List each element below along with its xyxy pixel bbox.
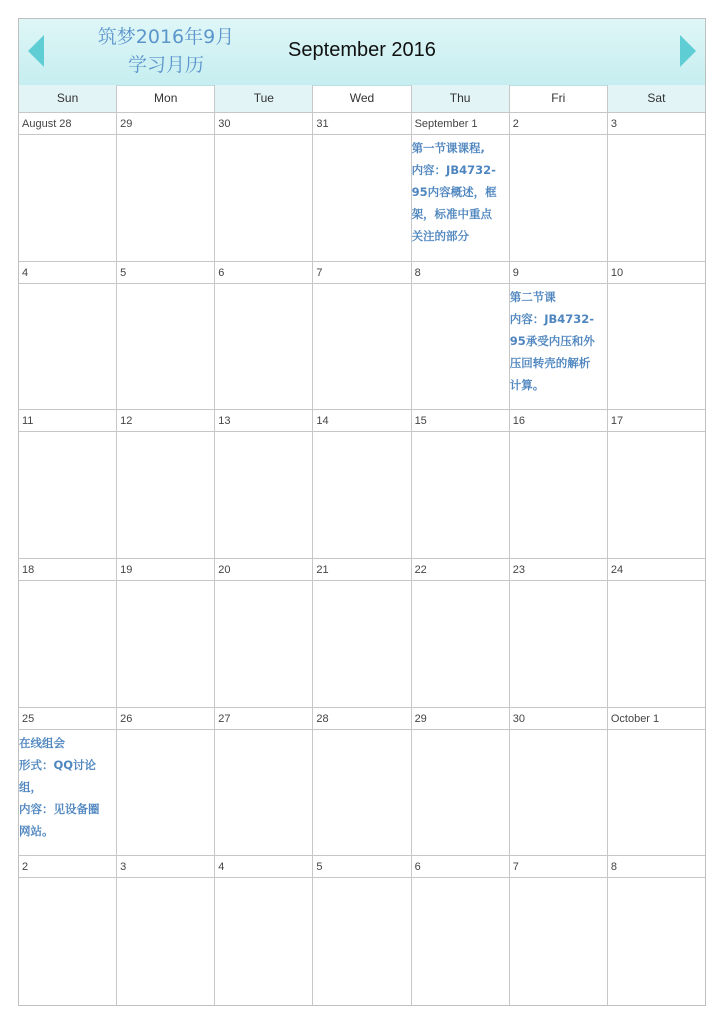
day-number: 4 — [19, 262, 116, 284]
day-number: 21 — [313, 559, 410, 581]
day-number: 25 — [19, 708, 116, 730]
event-note: 在线组会 形式：QQ讨论 组， 内容：见设备圈 网站。 — [19, 735, 100, 838]
day-cell[interactable] — [313, 856, 411, 1005]
event-note: 第二节课 内容：JB4732- 95承受内压和外 压回转壳的解析 计算。 — [509, 289, 595, 392]
dow-mon: Mon — [117, 85, 215, 112]
day-cell[interactable] — [608, 262, 705, 410]
day-cell[interactable] — [412, 262, 510, 410]
day-cell[interactable] — [313, 113, 411, 261]
day-number: 20 — [215, 559, 312, 581]
week-row — [19, 856, 705, 1005]
day-number: 27 — [215, 708, 312, 730]
day-number: 7 — [313, 262, 410, 284]
day-number: 22 — [412, 559, 509, 581]
day-number: 15 — [412, 410, 509, 432]
day-cell[interactable] — [215, 856, 313, 1005]
day-cell[interactable] — [117, 262, 215, 410]
day-cell[interactable] — [117, 410, 215, 558]
week-row — [19, 708, 705, 857]
day-number: 2 — [19, 856, 116, 878]
day-cell[interactable] — [608, 559, 705, 707]
day-number: 10 — [608, 262, 705, 284]
day-cell[interactable] — [215, 262, 313, 410]
day-number: 6 — [412, 856, 509, 878]
day-number: 16 — [510, 410, 607, 432]
day-number: 30 — [215, 113, 312, 135]
day-number: 3 — [117, 856, 214, 878]
day-number: 8 — [412, 262, 509, 284]
day-cell[interactable] — [19, 708, 117, 856]
week-row — [19, 410, 705, 559]
day-cell[interactable] — [510, 410, 608, 558]
day-cell[interactable] — [412, 113, 510, 261]
chinese-title-line1: 筑梦2016年9月 — [97, 26, 235, 48]
dow-sat: Sat — [608, 85, 705, 112]
day-cell[interactable] — [510, 708, 608, 856]
day-number: 5 — [117, 262, 214, 284]
day-number: 8 — [608, 856, 705, 878]
month-title: September 2016 — [288, 39, 436, 61]
dow-tue: Tue — [215, 85, 313, 112]
next-month-icon[interactable] — [680, 35, 696, 67]
day-number: 3 — [608, 113, 705, 135]
chinese-title-line2: 学习月历 — [127, 54, 204, 76]
day-cell[interactable] — [117, 856, 215, 1005]
day-cell[interactable] — [19, 559, 117, 707]
day-cell[interactable] — [412, 559, 510, 707]
day-cell[interactable] — [412, 410, 510, 558]
day-cell[interactable] — [313, 410, 411, 558]
event-note: 第一节课课程, 内容：JB4732- 95内容概述，框 架，标准中重点 关注的部分 — [411, 141, 497, 243]
day-of-week-row — [19, 85, 705, 113]
dow-wed: Wed — [313, 85, 411, 112]
day-cell[interactable] — [313, 708, 411, 856]
week-row — [19, 262, 705, 411]
day-number: 9 — [510, 262, 607, 284]
day-number: September 1 — [412, 113, 509, 135]
day-cell[interactable] — [19, 856, 117, 1005]
calendar — [18, 18, 706, 1006]
day-cell[interactable] — [313, 262, 411, 410]
day-cell[interactable] — [313, 559, 411, 707]
day-number: August 28 — [19, 113, 116, 135]
day-number: 2 — [510, 113, 607, 135]
day-cell[interactable] — [608, 113, 705, 261]
calendar-grid — [19, 113, 705, 1005]
day-cell[interactable] — [117, 113, 215, 261]
day-cell[interactable] — [117, 559, 215, 707]
day-cell[interactable] — [510, 113, 608, 261]
day-number: 28 — [313, 708, 410, 730]
dow-sun: Sun — [19, 85, 117, 112]
day-number: 14 — [313, 410, 410, 432]
day-number: 23 — [510, 559, 607, 581]
day-number: 31 — [313, 113, 410, 135]
day-number: 6 — [215, 262, 312, 284]
day-number: October 1 — [608, 708, 705, 730]
day-cell[interactable] — [412, 856, 510, 1005]
day-number: 12 — [117, 410, 214, 432]
day-cell[interactable] — [19, 262, 117, 410]
dow-thu: Thu — [412, 85, 510, 112]
day-cell[interactable] — [608, 410, 705, 558]
day-cell[interactable] — [510, 262, 608, 410]
day-cell[interactable] — [117, 708, 215, 856]
day-cell[interactable] — [19, 410, 117, 558]
calendar-header — [19, 19, 705, 86]
day-cell[interactable] — [510, 559, 608, 707]
day-cell[interactable] — [19, 113, 117, 261]
day-cell[interactable] — [215, 410, 313, 558]
week-row — [19, 113, 705, 262]
day-number: 29 — [117, 113, 214, 135]
day-number: 13 — [215, 410, 312, 432]
day-cell[interactable] — [215, 559, 313, 707]
day-number: 7 — [510, 856, 607, 878]
day-number: 30 — [510, 708, 607, 730]
day-number: 5 — [313, 856, 410, 878]
day-number: 29 — [412, 708, 509, 730]
day-cell[interactable] — [510, 856, 608, 1005]
day-cell[interactable] — [608, 856, 705, 1005]
day-number: 17 — [608, 410, 705, 432]
day-number: 18 — [19, 559, 116, 581]
dow-fri: Fri — [510, 85, 608, 112]
week-row — [19, 559, 705, 708]
day-number: 11 — [19, 410, 116, 432]
day-cell[interactable] — [215, 113, 313, 261]
day-number: 26 — [117, 708, 214, 730]
day-number: 4 — [215, 856, 312, 878]
day-cell[interactable] — [412, 708, 510, 856]
day-number: 19 — [117, 559, 214, 581]
day-cell[interactable] — [215, 708, 313, 856]
day-number: 24 — [608, 559, 705, 581]
day-cell[interactable] — [608, 708, 705, 856]
